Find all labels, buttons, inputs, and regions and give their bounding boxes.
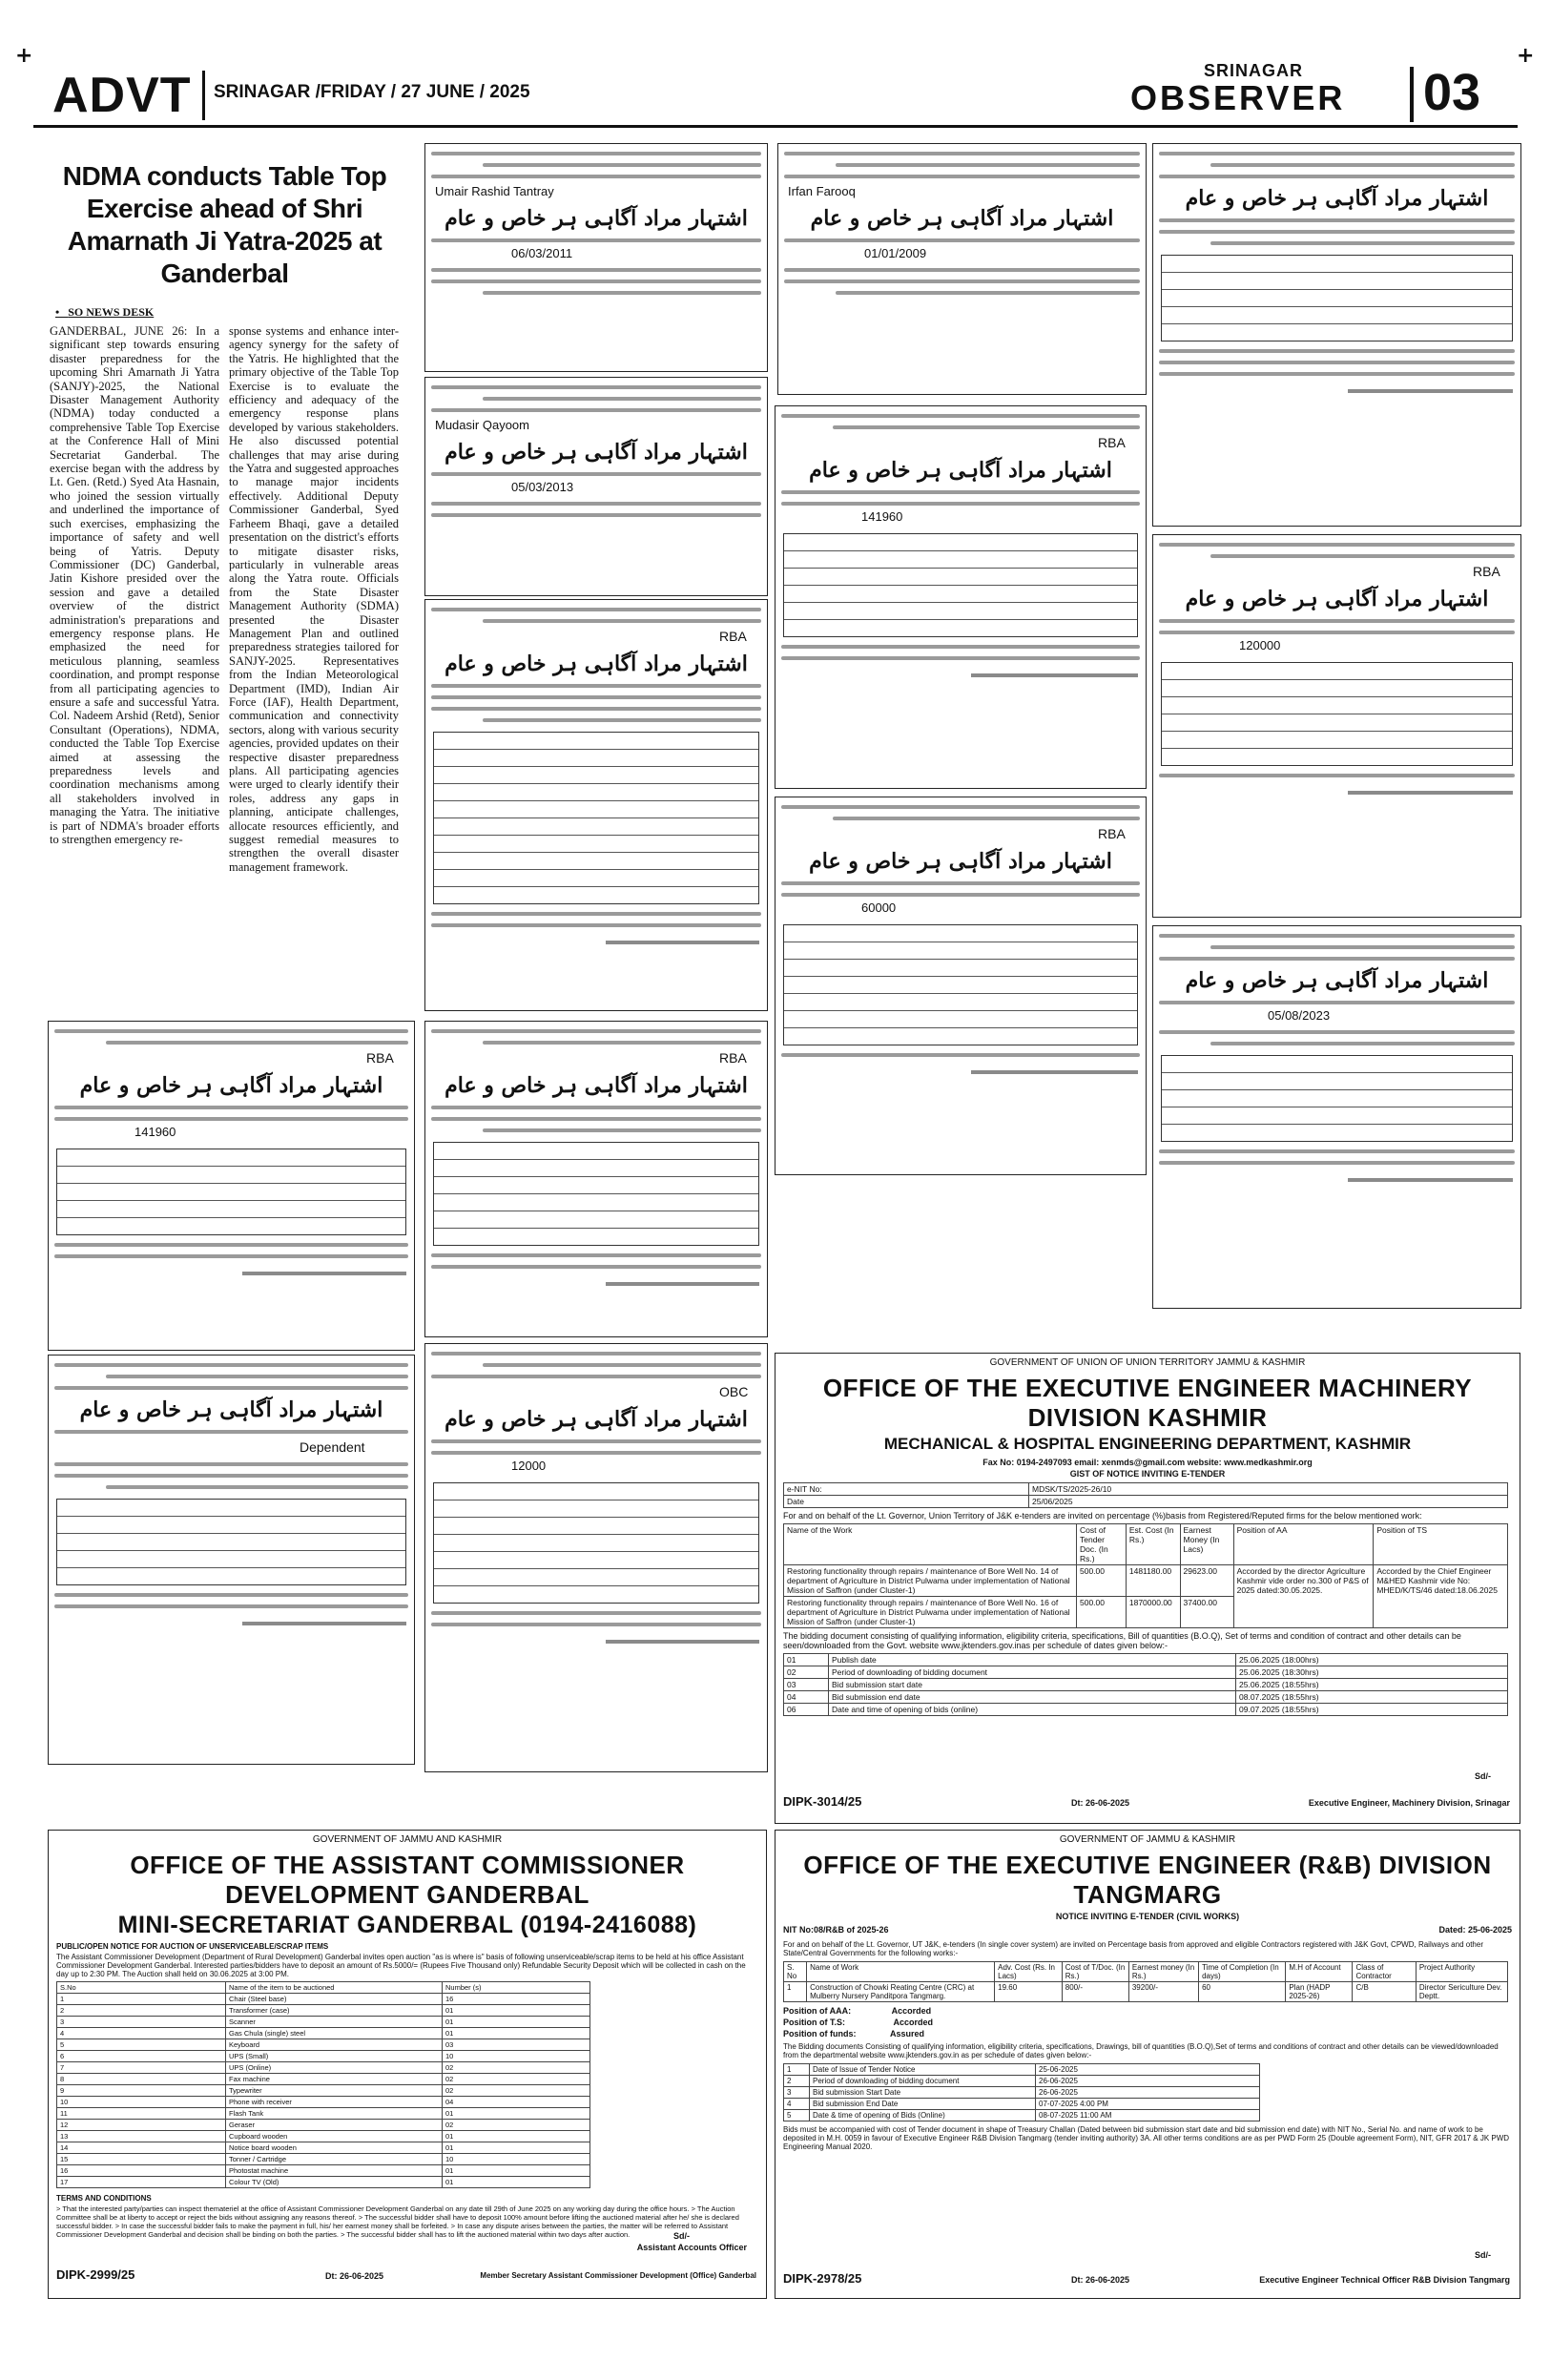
- table-cell: Accorded by the Chief Engineer M&HED Kashmir vide No: MHED/K/TS/46 dated:18.06.2025: [1374, 1565, 1508, 1628]
- table-cell: 1870000.00: [1126, 1597, 1180, 1628]
- table-cell: 500.00: [1077, 1565, 1127, 1597]
- table-cell: Fax machine: [226, 2074, 443, 2085]
- table-cell: 01: [443, 2017, 590, 2028]
- aaa-value: Accorded: [891, 2006, 932, 2016]
- nit-label: e-NIT No:: [784, 1483, 1029, 1496]
- table-row: [57, 2177, 590, 2188]
- table-cell: 16: [443, 1994, 590, 2005]
- certificate-type: RBA: [719, 629, 747, 644]
- col-header: Time of Completion (In days): [1199, 1962, 1286, 1982]
- table-cell: Colour TV (Old): [226, 2177, 443, 2188]
- schedule-table: [783, 1653, 1508, 1716]
- table-header-row: [57, 1982, 590, 1994]
- table-cell: 1: [784, 2064, 810, 2076]
- table-cell: 37400.00: [1180, 1597, 1233, 1628]
- urdu-notice: [48, 1021, 415, 1351]
- dipk-number: DIPK-2999/25: [56, 2267, 135, 2282]
- annual-income: 60000: [861, 900, 897, 915]
- table-cell: Bid submission start date: [829, 1679, 1236, 1691]
- brand-city: SRINAGAR: [1204, 61, 1304, 80]
- urdu-notice: [424, 377, 768, 596]
- annual-income: 12000: [511, 1459, 547, 1473]
- col-header: Earnest money (In Rs.): [1128, 1962, 1198, 1982]
- table-cell: Director Sericulture Dev. Deptt.: [1416, 1982, 1507, 2002]
- table-cell: 01: [443, 2005, 590, 2017]
- table-cell: 39200/-: [1128, 1982, 1198, 2002]
- urdu-family-table: [433, 1482, 759, 1604]
- table-cell: 01: [784, 1654, 829, 1666]
- table-cell: 1: [57, 1994, 226, 2005]
- funds-label: Position of funds:: [783, 2029, 857, 2039]
- nit-date: Dated: 25-06-2025: [1438, 1925, 1512, 1935]
- table-cell: 26-06-2025: [1036, 2087, 1260, 2099]
- notice-title: OFFICE OF THE ASSISTANT COMMISSIONER DEVELOPMENT GANDERBAL: [130, 1851, 685, 1909]
- sd-mark: Sd/-: [1475, 1771, 1491, 1781]
- urdu-notice: [424, 599, 768, 1011]
- table-cell: 07-07-2025 4:00 PM: [1036, 2099, 1260, 2110]
- table-cell: 04: [784, 1691, 829, 1704]
- urdu-family-table: [56, 1149, 406, 1235]
- table-row: [57, 2142, 590, 2154]
- table-cell: Notice board wooden: [226, 2142, 443, 2154]
- table-cell: Keyboard: [226, 2039, 443, 2051]
- table-row: [784, 2076, 1260, 2087]
- col-header: Class of Contractor: [1353, 1962, 1416, 1982]
- table-cell: 09.07.2025 (18:55hrs): [1236, 1704, 1508, 1716]
- table-cell: 03: [784, 1679, 829, 1691]
- documents-text: The bidding document consisting of qualifying information, eligibility criteria, specifications, Bill of quantities (B.O.Q), Set of terms and condition of contract and other details can be seen/downloaded from the Govt. website www.jktenders.gov.inas per schedule of dates given below:-: [783, 1631, 1461, 1650]
- table-row: [57, 2165, 590, 2177]
- table-cell: 01: [443, 2142, 590, 2154]
- table-cell: Transformer (case): [226, 2005, 443, 2017]
- table-row: [784, 1982, 1508, 2002]
- aaa-label: Position of AAA:: [783, 2006, 852, 2016]
- table-cell: Gas Chula (single) steel: [226, 2028, 443, 2039]
- table-cell: 1: [784, 1982, 807, 2002]
- urdu-family-table: [1161, 255, 1513, 341]
- table-cell: 25.06.2025 (18:00hrs): [1236, 1654, 1508, 1666]
- article-byline: • SO NEWS DESK: [55, 305, 155, 319]
- page-number: 03: [1423, 64, 1481, 121]
- table-row: [57, 2017, 590, 2028]
- annual-income: 141960: [134, 1125, 176, 1139]
- table-cell: C/B: [1353, 1982, 1416, 2002]
- table-cell: Period of downloading of bidding document: [829, 1666, 1236, 1679]
- table-cell: 6: [57, 2051, 226, 2062]
- table-cell: Photostat machine: [226, 2165, 443, 2177]
- col-header: S. No: [784, 1962, 807, 1982]
- col-header: Name of the Work: [784, 1524, 1077, 1565]
- notice-title: OFFICE OF THE EXECUTIVE ENGINEER MACHINERY DIVISION KASHMIR: [822, 1374, 1473, 1432]
- article-headline: NDMA conducts Table Top Exercise ahead of Shri Amarnath Ji Yatra-2025 at Ganderbal: [62, 161, 387, 288]
- table-cell: Date and time of opening of bids (online): [829, 1704, 1236, 1716]
- ts-value: Accorded: [893, 2018, 934, 2027]
- applicant-name: Irfan Farooq: [788, 184, 856, 198]
- intro-text: The Assistant Commissioner Development (Department of Rural Development) Ganderbal invites open auction "as is where is" basis of following unserviceable/scrap items to be held at his office Assistant Commissioner Development Ganderbal. Interested parties/bidders have to deposit an amount of Rs.5000/= (Rupees Five Thousand only) Refundable Security Deposit which will be collected in cash on the day up to 2:30 PM. The Auction shall held on 30.06.2025 at 3:00 PM.: [56, 1953, 746, 1978]
- notice-heading: PUBLIC/OPEN NOTICE FOR AUCTION OF UNSERVICEABLE/SCRAP ITEMS: [56, 1942, 329, 1951]
- urdu-notice: [424, 1021, 768, 1337]
- table-row: [57, 2074, 590, 2085]
- urdu-notice: [775, 405, 1147, 789]
- notice-date: 05/08/2023: [1268, 1008, 1331, 1023]
- notice-headline: اشتہار مراد آگاہی ہر خاص و عام: [1185, 968, 1489, 993]
- table-cell: 08.07.2025 (18:55hrs): [1236, 1691, 1508, 1704]
- table-cell: 25.06.2025 (18:55hrs): [1236, 1679, 1508, 1691]
- table-cell: 60: [1199, 1982, 1286, 2002]
- table-cell: 26-06-2025: [1036, 2076, 1260, 2087]
- notice-date: Dt: 26-06-2025: [325, 2271, 384, 2281]
- tender-notice-rb: [775, 1830, 1520, 2299]
- table-row: [784, 1691, 1508, 1704]
- notice-headline: اشتہار مراد آگاہی ہر خاص و عام: [1185, 186, 1489, 211]
- notice-headline: اشتہار مراد آگاہی ہر خاص و عام: [445, 652, 748, 676]
- table-cell: Accorded by the director Agriculture Kashmir vide order no.300 of P&S of 2025 dated:30.05.2025.: [1233, 1565, 1374, 1628]
- notice-headline: اشتہار مراد آگاہی ہر خاص و عام: [810, 206, 1114, 231]
- certificate-type: RBA: [366, 1050, 394, 1066]
- table-cell: 01: [443, 2165, 590, 2177]
- urdu-notice: [775, 797, 1147, 1175]
- items-table: [56, 1981, 590, 2188]
- table-cell: 02: [443, 2120, 590, 2131]
- table-cell: 01: [443, 2028, 590, 2039]
- bid-conditions-text: Bids must be accompanied with cost of Tender document in shape of Treasury Challan (Dated between bid submission start date and bid submission end date) with NIT No., Serial No. and name of work to be deposited in M.H. 0059 in favour of Executive Engineer R&B Division Tangmarg (tender inviting authority) 3A. All other terms conditions are as per PWD Form 25 (Double agreement Form), NIT, GFR 2017 & JK PWD Engineering Manual 2020.: [783, 2125, 1510, 2151]
- registration-mark: +: [1517, 44, 1535, 68]
- col-header: Number (s): [443, 1982, 590, 1994]
- notice-date: Dt: 26-06-2025: [1071, 1798, 1130, 1808]
- table-cell: 17: [57, 2177, 226, 2188]
- table-row: [784, 1666, 1508, 1679]
- urdu-family-table: [783, 924, 1138, 1045]
- table-row: [784, 2064, 1260, 2076]
- sd-mark: Sd/-: [673, 2231, 690, 2241]
- gov-line: GOVERNMENT OF JAMMU & KASHMIR: [1059, 1834, 1236, 1845]
- table-row: [57, 2039, 590, 2051]
- table-row: [784, 1679, 1508, 1691]
- table-header-row: [784, 1524, 1508, 1565]
- table-cell: 08-07-2025 11:00 AM: [1036, 2110, 1260, 2121]
- notice-title: OFFICE OF THE EXECUTIVE ENGINEER (R&B) DIVISION TANGMARG: [803, 1851, 1492, 1909]
- table-cell: Bid submission end date: [829, 1691, 1236, 1704]
- table-cell: 10: [443, 2051, 590, 2062]
- table-cell: Geraser: [226, 2120, 443, 2131]
- table-cell: 4: [57, 2028, 226, 2039]
- table-row: [57, 2154, 590, 2165]
- signatory: Executive Engineer Technical Officer R&B Division Tangmarg: [1259, 2275, 1510, 2285]
- terms-heading: TERMS AND CONDITIONS: [56, 2194, 152, 2203]
- applicant-name: Umair Rashid Tantray: [435, 184, 554, 198]
- urdu-notice: [777, 143, 1147, 395]
- table-cell: 03: [443, 2039, 590, 2051]
- table-cell: Date of Issue of Tender Notice: [810, 2064, 1036, 2076]
- table-cell: 2: [784, 2076, 810, 2087]
- works-table: [783, 1523, 1508, 1628]
- intro-text: For and on behalf of the Lt. Governor, Union Territory of J&K e-tenders are invited on percentage (%)basis from Registered/Reputed firms for the below mentioned work:: [783, 1511, 1422, 1521]
- table-cell: 02: [784, 1666, 829, 1679]
- article-column-1: GANDERBAL, JUNE 26: In a significant step towards ensuring disaster preparedness for the upcoming Shri Amarnath Ji Yatra (SANJY)-2025, the National Disaster Management Authority (NDMA) today conducted a comprehensive Table Top Exercise at the Conference Hall of Mini Secretariat Ganderbal. The exercise began with the address by Lt. Gen. (Retd.) Syed Ata Hasnain, who joined the session virtually and underlined the importance of such exercises, emphasizing the importance of safety and well being of Yatris. Deputy Commissioner (DC) Ganderbal, Jatin Kishore presided over the session and gave a detailed overview of the district administration's preparations and emergency response plans. He emphasized the need for meticulous planning, seamless coordination, and prompt response from all participating agencies to ensure a safe and successful Yatra. Col. Nadeem Arshid (Retd), Senior Consultant (Operations), NDMA, conducted the Table Top Exercise aimed at assessing the preparedness levels and coordination mechanisms among all stakeholders involved in managing the Yatra. The initiative is part of NDMA's broader efforts to strengthen emergency re-: [50, 324, 219, 847]
- table-row: [57, 2120, 590, 2131]
- table-row: [57, 2005, 590, 2017]
- dipk-number: DIPK-2978/25: [783, 2271, 862, 2286]
- documents-text: The Bidding documents Consisting of qualifying information, eligibility criteria, specifications, Drawings, bill of quantities (B.O.Q),Set of terms and conditions of contract and other details can be viewed/downloaded from the departmental website www.jktenders.gov.in as per schedule of dates given below:-: [783, 2042, 1499, 2059]
- col-header: Name of the item to be auctioned: [226, 1982, 443, 1994]
- table-cell: Typewriter: [226, 2085, 443, 2097]
- signatory: Member Secretary Assistant Commissioner Development (Office) Ganderbal: [480, 2271, 756, 2280]
- annual-income: 120000: [1239, 638, 1281, 652]
- notice-headline: اشتہار مراد آگاہی ہر خاص و عام: [809, 849, 1112, 874]
- article-column-2: sponse systems and enhance inter-agency synergy for the safety of the Yatris. He highlighted that the primary objective of the Table Top Exercise is to evaluate the efficiency and adequacy of the emergency response plans developed by various stakeholders. He also discussed potential challenges that may arise during the Yatra and suggested approaches to manage major incidents effectively. Additional Deputy Commissioner Ganderbal, Syed Farheem Bhaqi, gave a detailed presentation on the district's efforts to mitigate disaster risks, particularly in vulnerable areas along the Yatra route. Officials from the State Disaster Management Authority (SDMA) presented the Disaster Management Plan and outlined preparedness strategies tailored for SANJY-2025. Representatives from the Indian Meteorological Department (IMD), Indian Air Force (IAF), Health Department, communication and connectivity sectors, along with various security agencies, provided updates on their respective disaster preparedness plans. All participating agencies were urged to clearly identify their roles, address any gaps in planning, anticipate challenges, allocate resources efficiently, and suggest remedial measures to strengthen the overall disaster management framework.: [229, 324, 399, 874]
- notice-date: 05/03/2013: [511, 480, 574, 494]
- urdu-notice: [1152, 143, 1521, 527]
- divider: [1410, 67, 1414, 122]
- signatory: Executive Engineer, Machinery Division, Srinagar: [1308, 1798, 1510, 1808]
- col-header: Cost of T/Doc. (In Rs.): [1062, 1962, 1128, 1982]
- tender-notice-machinery: [775, 1353, 1520, 1824]
- table-cell: 19.60: [995, 1982, 1063, 2002]
- table-cell: 3: [57, 2017, 226, 2028]
- urdu-notice: [48, 1355, 415, 1765]
- table-row: [784, 2110, 1260, 2121]
- notice-date: 01/01/2009: [864, 246, 927, 260]
- schedule-table: [783, 2063, 1260, 2121]
- table-cell: 01: [443, 2177, 590, 2188]
- table-cell: 01: [443, 2108, 590, 2120]
- gov-line: GOVERNMENT OF UNION OF UNION TERRITORY JAMMU & KASHMIR: [989, 1357, 1306, 1368]
- table-cell: Construction of Chowki Reating Centre (CRC) at Mulberry Nursery Panditpora Tangmarg.: [807, 1982, 995, 2002]
- notice-headline: اشتہار مراد آگاہی ہر خاص و عام: [445, 1073, 748, 1098]
- table-row: [57, 2131, 590, 2142]
- urdu-notice: [1152, 534, 1521, 918]
- signatory: Assistant Accounts Officer: [636, 2243, 747, 2252]
- sd-mark: Sd/-: [1475, 2250, 1491, 2260]
- auction-notice-acd: [48, 1830, 767, 2299]
- certificate-type: OBC: [719, 1384, 749, 1399]
- table-row: [784, 1654, 1508, 1666]
- notice-headline: اشتہار مراد آگاہی ہر خاص و عام: [445, 440, 748, 465]
- table-cell: UPS (Small): [226, 2051, 443, 2062]
- col-header: Position of AA: [1233, 1524, 1374, 1565]
- table-cell: 11: [57, 2108, 226, 2120]
- table-cell: Tonner / Cartridge: [226, 2154, 443, 2165]
- urdu-notice: [1152, 925, 1521, 1309]
- col-header: Adv. Cost (Rs. In Lacs): [995, 1962, 1063, 1982]
- table-row: [784, 1704, 1508, 1716]
- notice-subtitle: MINI-SECRETARIAT GANDERBAL (0194-2416088): [117, 1912, 697, 1938]
- table-cell: 7: [57, 2062, 226, 2074]
- gov-line: GOVERNMENT OF JAMMU AND KASHMIR: [312, 1834, 503, 1845]
- col-header: Est. Cost (In Rs.): [1126, 1524, 1180, 1565]
- col-header: Cost of Tender Doc. (In Rs.): [1077, 1524, 1127, 1565]
- table-cell: Cupboard wooden: [226, 2131, 443, 2142]
- urdu-family-table: [56, 1499, 406, 1585]
- date-value: 25/06/2025: [1029, 1496, 1508, 1508]
- table-cell: Scanner: [226, 2017, 443, 2028]
- table-cell: 5: [784, 2110, 810, 2121]
- nit-table: [783, 1482, 1508, 1508]
- gist-heading: GIST OF NOTICE INVITING E-TENDER: [1069, 1469, 1226, 1479]
- table-cell: 02: [443, 2074, 590, 2085]
- table-cell: 06: [784, 1704, 829, 1716]
- nit-value: MDSK/TS/2025-26/10: [1029, 1483, 1508, 1496]
- applicant-name: Mudasir Qayoom: [435, 418, 529, 432]
- urdu-notice: [424, 143, 768, 372]
- table-cell: 02: [443, 2085, 590, 2097]
- table-cell: Restoring functionality through repairs / maintenance of Bore Well No. 14 of department of Agriculture in District Pulwama under implementation of National Mission of Saffron (under Cluster-1): [784, 1565, 1077, 1597]
- col-header: Position of TS: [1374, 1524, 1508, 1565]
- funds-value: Assured: [890, 2029, 925, 2039]
- table-header-row: [784, 1962, 1508, 1982]
- table-row: [57, 2062, 590, 2074]
- notice-headline: اشتہار مراد آگاہی ہر خاص و عام: [445, 1407, 748, 1432]
- urdu-family-table: [433, 1142, 759, 1246]
- table-cell: 500.00: [1077, 1597, 1127, 1628]
- table-cell: 15: [57, 2154, 226, 2165]
- table-cell: 10: [57, 2097, 226, 2108]
- certificate-type: RBA: [1473, 564, 1500, 579]
- table-row: [57, 1994, 590, 2005]
- brand-logo: OBSERVER: [1130, 78, 1346, 117]
- dipk-number: DIPK-3014/25: [783, 1794, 862, 1809]
- notice-headline: اشتہار مراد آگاہی ہر خاص و عام: [79, 1073, 383, 1098]
- table-cell: Restoring functionality through repairs / maintenance of Bore Well No. 16 of department of Agriculture in District Pulwama under implementation of National Mission of Saffron (under Cluster-1): [784, 1597, 1077, 1628]
- table-cell: Bid submission End Date: [810, 2099, 1036, 2110]
- col-header: Name of Work: [807, 1962, 995, 1982]
- urdu-family-table: [1161, 1055, 1513, 1142]
- table-cell: 10: [443, 2154, 590, 2165]
- table-cell: 25-06-2025: [1036, 2064, 1260, 2076]
- ts-label: Position of T.S:: [783, 2018, 845, 2027]
- table-cell: Phone with receiver: [226, 2097, 443, 2108]
- date-label: Date: [784, 1496, 1029, 1508]
- table-cell: Bid submission Start Date: [810, 2087, 1036, 2099]
- table-cell: Publish date: [829, 1654, 1236, 1666]
- header-rule: [33, 125, 1518, 128]
- col-header: Earnest Money (In Lacs): [1180, 1524, 1233, 1565]
- col-header: Project Authority: [1416, 1962, 1507, 1982]
- certificate-type: RBA: [719, 1050, 747, 1066]
- table-row: [57, 2085, 590, 2097]
- table-cell: 8: [57, 2074, 226, 2085]
- table-cell: Chair (Steel base): [226, 1994, 443, 2005]
- table-cell: Plan (HADP 2025-26): [1286, 1982, 1353, 2002]
- table-cell: 4: [784, 2099, 810, 2110]
- table-cell: 16: [57, 2165, 226, 2177]
- table-row: [784, 2099, 1260, 2110]
- table-row: [784, 1565, 1508, 1597]
- col-header: M.H of Account: [1286, 1962, 1353, 1982]
- terms-text: > That the interested party/parties can inspect themateriel at the office of Assistant Commissioner Development Ganderbal on any date till 29th of June 2025 on any working day during the office hours. > The Auction Committee shall be at liberty to accept or reject the bids without assigning any reasons thereof. > The successful bidder shall have to deposit 100% amount before lifting the auctioned material after he/ she is declared successful bidder. > In case the successful bidder fails to make the payment in full, his/ her earnest money shall be forfeited. > In case any dispute arises between the parties, the matter will be referred to Assistant Commissioner Development Ganderbal and decision shall be binding on both the parties. > The successful bidder shall has to lift the auctioned material within two days after auction.: [56, 2204, 739, 2239]
- table-cell: UPS (Online): [226, 2062, 443, 2074]
- notice-subtitle: MECHANICAL & HOSPITAL ENGINEERING DEPARTMENT, KASHMIR: [883, 1435, 1412, 1453]
- urdu-family-table: [783, 533, 1138, 637]
- issue-date: SRINAGAR /FRIDAY / 27 JUNE / 2025: [214, 82, 530, 102]
- table-cell: 5: [57, 2039, 226, 2051]
- table-cell: 14: [57, 2142, 226, 2154]
- certificate-type: Dependent: [300, 1439, 365, 1455]
- nit-number: NIT No:08/R&B of 2025-26: [783, 1925, 889, 1935]
- urdu-family-table: [433, 732, 759, 904]
- table-cell: 04: [443, 2097, 590, 2108]
- table-row: [784, 2087, 1260, 2099]
- notice-date: Dt: 26-06-2025: [1071, 2275, 1130, 2285]
- table-cell: 01: [443, 2131, 590, 2142]
- col-header: S.No: [57, 1982, 226, 1994]
- notice-headline: اشتہار مراد آگاہی ہر خاص و عام: [809, 458, 1112, 483]
- certificate-type: RBA: [1098, 826, 1126, 841]
- notice-subtitle: NOTICE INVITING E-TENDER (CIVIL WORKS): [1055, 1912, 1240, 1921]
- table-row: [57, 2108, 590, 2120]
- notice-date: 06/03/2011: [511, 246, 573, 260]
- contact-line: Fax No: 0194-2497093 email: xenmds@gmail.com website: www.medkashmir.org: [982, 1458, 1313, 1467]
- table-cell: 3: [784, 2087, 810, 2099]
- notice-headline: اشتہار مراد آگاہی ہر خاص و عام: [445, 206, 748, 231]
- intro-text: For and on behalf of the Lt. Governor, UT J&K, e-tenders (In single cover system) are invited on Percentage basis from approved and eligible Contractors registered with J&K Govt, CPWD, Railways and other State/Central Governments for the following works:-: [783, 1940, 1483, 1957]
- urdu-notice: [424, 1343, 768, 1772]
- table-cell: 25.06.2025 (18:30hrs): [1236, 1666, 1508, 1679]
- works-table: [783, 1961, 1508, 2002]
- table-cell: 12: [57, 2120, 226, 2131]
- table-cell: 2: [57, 2005, 226, 2017]
- registration-mark: +: [15, 44, 33, 68]
- table-row: [57, 2097, 590, 2108]
- annual-income: 141960: [861, 509, 903, 524]
- table-cell: 800/-: [1062, 1982, 1128, 2002]
- urdu-family-table: [1161, 662, 1513, 766]
- notice-headline: اشتہار مراد آگاہی ہر خاص و عام: [1185, 587, 1489, 611]
- table-cell: 1481180.00: [1126, 1565, 1180, 1597]
- certificate-type: RBA: [1098, 435, 1126, 450]
- table-cell: 13: [57, 2131, 226, 2142]
- table-cell: Period of downloading of bidding document: [810, 2076, 1036, 2087]
- table-cell: 9: [57, 2085, 226, 2097]
- table-row: [57, 2028, 590, 2039]
- table-row: [57, 2051, 590, 2062]
- section-label: ADVT: [52, 68, 192, 123]
- table-cell: 02: [443, 2062, 590, 2074]
- divider: [202, 71, 205, 120]
- notice-headline: اشتہار مراد آگاہی ہر خاص و عام: [79, 1397, 383, 1422]
- table-cell: Date & time of opening of Bids (Online): [810, 2110, 1036, 2121]
- table-cell: Flash Tank: [226, 2108, 443, 2120]
- table-cell: 29623.00: [1180, 1565, 1233, 1597]
